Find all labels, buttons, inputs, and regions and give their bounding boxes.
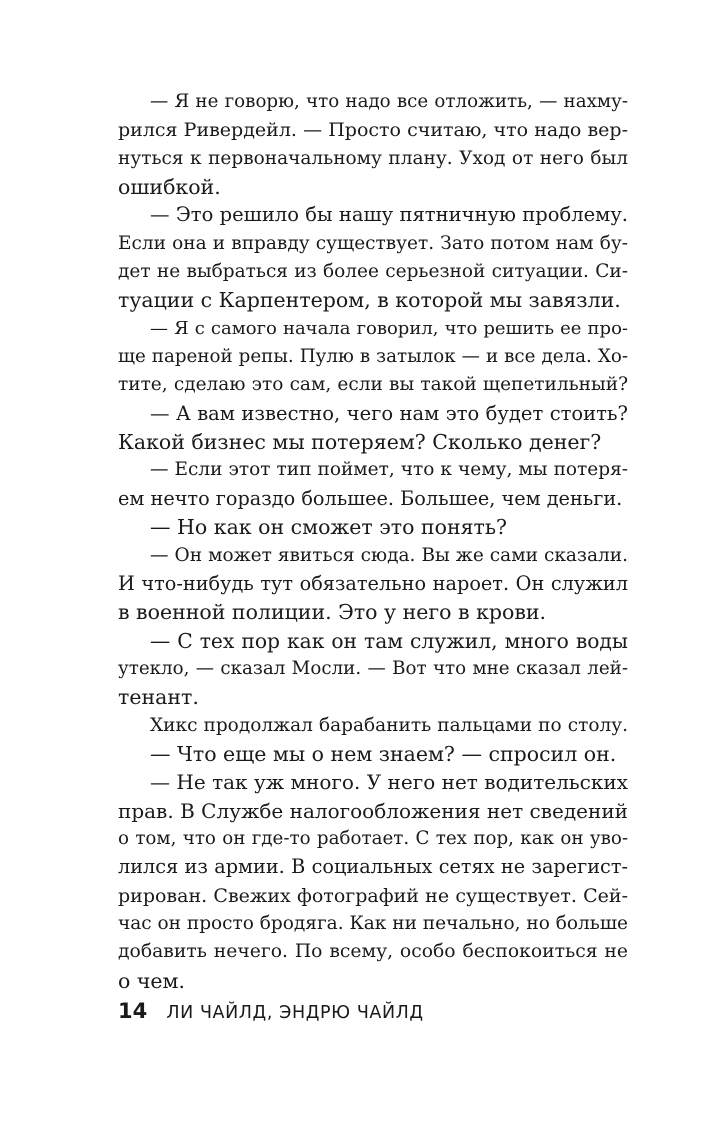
text-line: — Если этот тип поймет, что к чему, мы потеря-: [150, 459, 628, 481]
text-line: И что-нибудь тут обязательно нароет. Он служил: [118, 571, 628, 595]
text-line: — Что еще мы о нем знаем? — спросил он.: [150, 741, 617, 766]
text-line: ще пареной репы. Пулю в затылок — и все дела. Хо-: [118, 346, 628, 368]
text-line: ошибкой.: [118, 175, 221, 200]
text-line: утекло, — сказал Мосли. — Вот что мне сказал лей-: [118, 657, 628, 679]
page-number: 14: [118, 999, 148, 1023]
text-line: — Я с самого начала говорил, что решить ее про-: [150, 317, 628, 339]
text-line: тенант.: [118, 685, 199, 710]
text-line: ем нечто гораздо большее. Большее, чем деньги.: [118, 486, 623, 510]
text-line: — А вам известно, чего нам это будет стоить?: [150, 401, 628, 425]
text-line: рирован. Свежих фотографий не существует. Сей-: [118, 884, 628, 907]
text-line: прав. В Службе налогообложения нет сведений: [118, 798, 628, 823]
text-line: — Не так уж много. У него нет водительских: [150, 770, 628, 795]
text-line: час он просто бродяга. Как ни печально, но больше: [118, 912, 628, 934]
text-line: туации с Карпентером, в которой мы завязли.: [118, 288, 621, 313]
text-line: Какой бизнес мы потеряем? Сколько денег?: [118, 430, 602, 455]
text-line: — Я не говорю, что надо все отложить, — нахму-: [150, 91, 628, 112]
text-line: в военной полиции. Это у него в крови.: [118, 600, 547, 625]
text-line: дет не выбраться из более серьезной ситуации. Си-: [118, 261, 628, 283]
running-head: ЛИ ЧАЙЛД, ЭНДРЮ ЧАЙЛД: [166, 1003, 424, 1023]
text-line: рился Ривердейл. — Просто считаю, что надо вер-: [118, 119, 628, 142]
text-line: тите, сделаю это сам, если вы такой щепетильный?: [118, 374, 628, 396]
text-line: — С тех пор как он там служил, много воды: [150, 628, 628, 653]
text-line: Если она и вправду существует. Зато потом нам бу-: [118, 232, 628, 254]
page-body: [118, 88, 628, 995]
text-line: — Это решило бы нашу пятничную проблему.: [150, 203, 628, 227]
page-footer: [118, 998, 424, 1024]
text-line: Хикс продолжал барабанить пальцами по столу.: [150, 714, 628, 736]
text-line: о чем.: [118, 968, 186, 993]
text-line: о том, что он где-то работает. С тех пор, как он уво-: [118, 827, 628, 849]
text-line: — Он может явиться сюда. Вы же сами сказали.: [150, 544, 628, 566]
text-line: — Но как он сможет это понять?: [150, 515, 508, 540]
text-line: нуться к первоначальному плану. Уход от него был: [118, 147, 628, 169]
text-line: добавить нечего. По всему, особо беспокоиться не: [118, 941, 628, 963]
text-line: лился из армии. В социальных сетях не зарегист-: [118, 855, 628, 879]
